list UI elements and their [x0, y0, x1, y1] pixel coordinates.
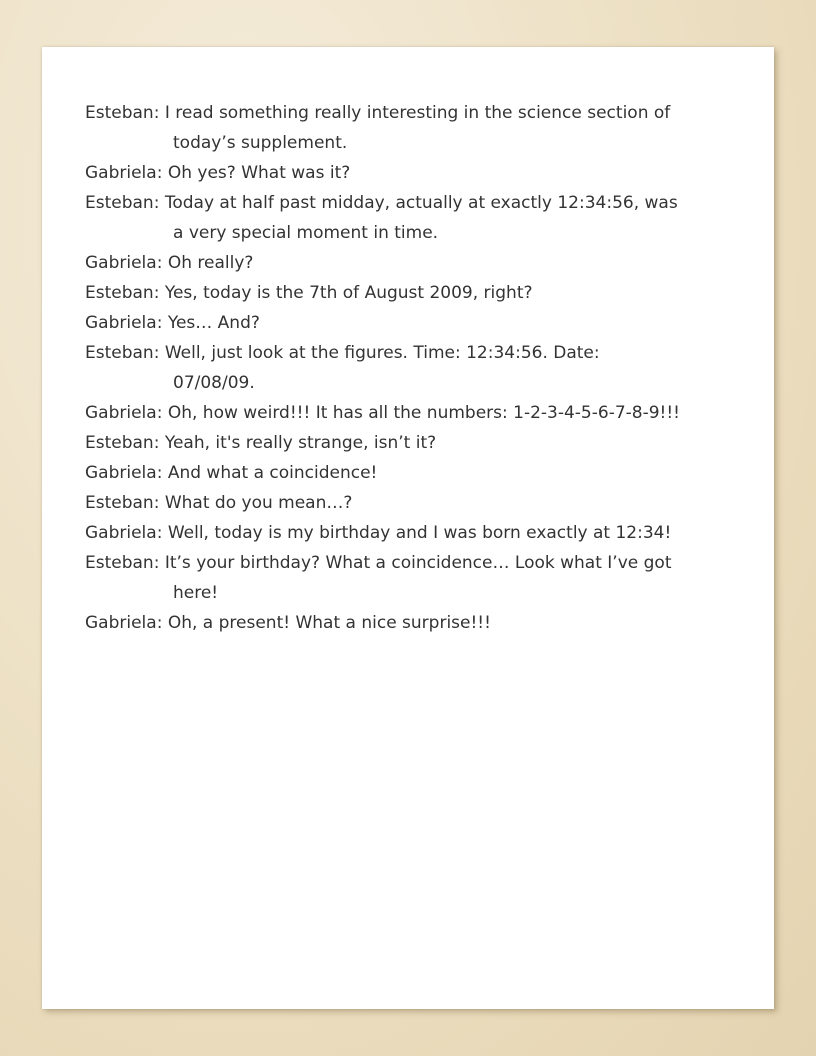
dialogue-line [85, 98, 765, 158]
speaker-name: Gabriela: [85, 523, 163, 543]
speech-text: I read something really interesting in the science section of [164, 103, 671, 123]
speaker-name: Esteban: [85, 553, 160, 573]
dialogue-line [85, 518, 765, 548]
speech-text: And what a coincidence! [167, 463, 378, 483]
dialogue-line [85, 248, 765, 278]
dialogue-line [85, 188, 765, 248]
speaker-name: Gabriela: [85, 253, 163, 273]
speech-text: Oh, how weird!!! It has all the numbers: 1-2-3-4-5-6-7-8-9!!! [167, 403, 680, 423]
speech-text: today’s supplement. [173, 133, 348, 153]
dialogue-line [85, 608, 765, 638]
speaker-name: Esteban: [85, 343, 160, 363]
dialogue-line [85, 428, 765, 458]
speech-text: Yeah, it's really strange, isn’t it? [164, 433, 437, 453]
dialogue-line [85, 548, 765, 608]
speaker-name: Gabriela: [85, 313, 163, 333]
speech-text: Yes, today is the 7th of August 2009, right? [164, 283, 533, 303]
speaker-name: Gabriela: [85, 613, 163, 633]
speaker-name: Esteban: [85, 283, 160, 303]
speech-text: Yes… And? [167, 313, 260, 333]
speech-text: Today at half past midday, actually at exactly 12:34:56, was [164, 193, 678, 213]
speaker-name: Gabriela: [85, 403, 163, 423]
speech-text: Well, just look at the figures. Time: 12:34:56. Date: [164, 343, 600, 363]
speaker-name: Esteban: [85, 493, 160, 513]
speech-text: here! [173, 583, 219, 603]
speaker-name: Esteban: [85, 103, 160, 123]
speech-text: Oh really? [167, 253, 254, 273]
speaker-name: Esteban: [85, 433, 160, 453]
speaker-name: Gabriela: [85, 163, 163, 183]
speech-text: Oh yes? What was it? [167, 163, 351, 183]
speech-text: Well, today is my birthday and I was born exactly at 12:34! [167, 523, 672, 543]
dialogue-line [85, 458, 765, 488]
speech-text: It’s your birthday? What a coincidence… Look what I’ve got [164, 553, 672, 573]
speaker-name: Gabriela: [85, 463, 163, 483]
speech-text: What do you mean…? [164, 493, 353, 513]
dialogue-line [85, 278, 765, 308]
speaker-name: Esteban: [85, 193, 160, 213]
speech-text: 07/08/09. [173, 373, 255, 393]
speech-text: a very special moment in time. [173, 223, 439, 243]
dialogue-line [85, 398, 765, 428]
dialogue-text [85, 98, 765, 638]
document-page [42, 47, 774, 1009]
dialogue-line [85, 488, 765, 518]
speech-text: Oh, a present! What a nice surprise!!! [167, 613, 491, 633]
dialogue-line [85, 338, 765, 398]
dialogue-line [85, 158, 765, 188]
dialogue-line [85, 308, 765, 338]
